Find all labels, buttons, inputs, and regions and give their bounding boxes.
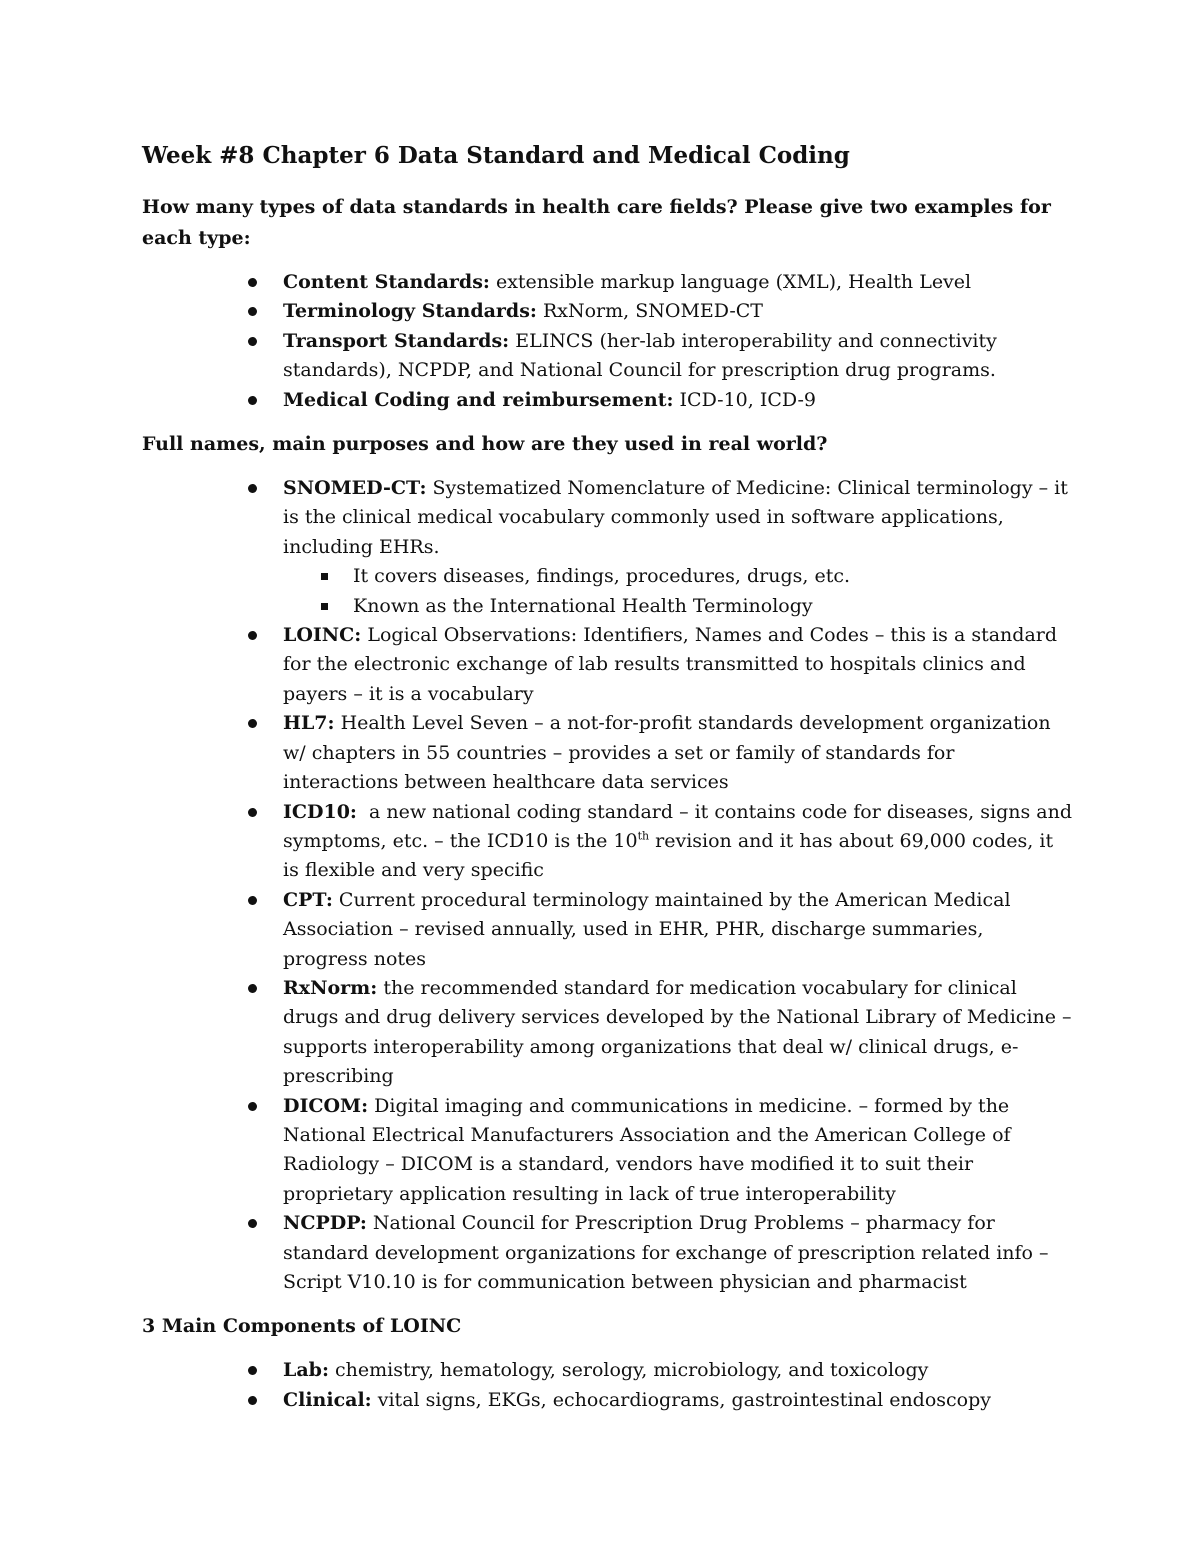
list-item: [142, 386, 1072, 415]
sub-list-item: [283, 562, 1072, 591]
item-text: vital signs, EKGs, echocardiograms, gastrointestinal endoscopy: [371, 1388, 992, 1411]
list-item: [142, 1386, 1072, 1415]
question-data-standard-types: How many types of data standards in health care fields? Please give two examples for each type:: [142, 196, 1051, 249]
item-label: HL7:: [283, 712, 335, 735]
list-item-loinc: [142, 621, 1072, 709]
item-label: LOINC:: [283, 624, 362, 647]
item-label: CPT:: [283, 888, 333, 911]
item-text: ELINCS (her-lab interoperability and connectivity standards), NCPDP, and National Council for prescription drug programs.: [283, 329, 997, 382]
bullet-icon: [248, 719, 257, 728]
list-item-rxnorm: [142, 974, 1072, 1092]
item-label: Lab:: [283, 1359, 329, 1382]
bullet-icon: [248, 631, 257, 640]
item-text: a new national coding standard – it contains code for diseases, signs and symptoms, etc. – the ICD10 is the 10: [283, 800, 1079, 852]
superscript-th: th: [637, 829, 650, 843]
item-text: the recommended standard for medication vocabulary for clinical drugs and drug delivery services developed by the National Library of Medicine – supports interoperability among organizations that deal w/ clinical drugs, e-prescribing: [283, 976, 1072, 1088]
list-item-hl7: [142, 709, 1072, 797]
bullet-icon: [248, 278, 257, 287]
list-item-dicom: [142, 1092, 1072, 1210]
item-label: Transport Standards:: [283, 329, 510, 352]
square-bullet-icon: [321, 573, 328, 580]
item-text: extensible markup language (XML), Health Level: [489, 271, 972, 293]
item-label: ICD10:: [283, 800, 357, 823]
item-label: Terminology Standards:: [283, 300, 537, 323]
list-item-ncpdp: [142, 1209, 1072, 1297]
item-label: Medical Coding and reimbursement:: [283, 388, 674, 411]
item-text: ICD-10, ICD-9: [673, 388, 816, 411]
item-label: Content Standards:: [283, 271, 490, 293]
bullet-icon: [248, 984, 257, 993]
list-item: [142, 327, 1072, 386]
bullet-icon: [248, 396, 257, 405]
sub-item-text: It covers diseases, findings, procedures, drugs, etc.: [353, 565, 851, 588]
item-text: Logical Observations: Identifiers, Names and Codes – this is a standard for the electronic exchange of lab results transmitted to hospitals clinics and payers – it is a vocabulary: [283, 624, 1058, 705]
list-item-cpt: [142, 886, 1072, 974]
list-item: [142, 297, 1072, 326]
bullet-icon: [248, 808, 257, 817]
standard-types-list: [142, 268, 1072, 415]
item-label: SNOMED-CT:: [283, 477, 427, 500]
item-text: RxNorm, SNOMED-CT: [536, 300, 763, 323]
list-item: [142, 1356, 1072, 1385]
heading-loinc-components: 3 Main Components of LOINC: [142, 1315, 462, 1338]
item-text: Health Level Seven – a not-for-profit standards development organization w/ chapters in 55 countries – provides a set or family of standards for interactions between healthcare data services: [283, 712, 1051, 794]
bullet-icon: [248, 337, 257, 346]
bullet-icon: [248, 307, 257, 316]
item-label: RxNorm:: [283, 976, 378, 999]
item-label: Clinical:: [283, 1388, 372, 1411]
item-label: NCPDP:: [283, 1212, 367, 1235]
item-text-cont: revision and it has about 69,000 codes, it is flexible and very specific: [283, 829, 1054, 882]
loinc-components-list: [142, 1356, 1072, 1415]
sub-item-text: Known as the International Health Terminology: [353, 594, 813, 617]
item-label: DICOM:: [283, 1094, 369, 1117]
snomed-sublist: [283, 562, 1072, 621]
item-text: Current procedural terminology maintained by the American Medical Association – revised annually, used in EHR, PHR, discharge summaries, progress notes: [283, 888, 1011, 970]
sub-list-item: [283, 592, 1072, 621]
bullet-icon: [248, 1102, 257, 1111]
list-item-icd10: [142, 798, 1079, 886]
bullet-icon: [248, 1396, 257, 1405]
list-item-snomed: [142, 474, 1072, 621]
document-body: [142, 140, 1079, 1429]
list-item: [142, 268, 1072, 297]
item-text: Digital imaging and communications in medicine. – formed by the National Electrical Manufacturers Association and the American College of Radiology – DICOM is a standard, vendors have modified it to suit their proprietary application resulting in lack of true interoperability: [283, 1094, 1011, 1205]
item-text: chemistry, hematology, serology, microbiology, and toxicology: [328, 1359, 929, 1382]
bullet-icon: [248, 1219, 257, 1228]
page-title: Week #8 Chapter 6 Data Standard and Medical Coding: [142, 142, 850, 169]
item-text: Systematized Nomenclature of Medicine: Clinical terminology – it is the clinical medical vocabulary commonly used in software applications, including EHRs.: [283, 477, 1068, 558]
bullet-icon: [248, 1366, 257, 1375]
bullet-icon: [248, 484, 257, 493]
bullet-icon: [248, 896, 257, 905]
item-text: National Council for Prescription Drug Problems – pharmacy for standard development organizations for exchange of prescription related info – Script V10.10 is for communication between physician and pharmacist: [283, 1212, 1049, 1293]
square-bullet-icon: [321, 603, 328, 610]
question-full-names: Full names, main purposes and how are they used in real world?: [142, 433, 828, 456]
standards-detail-list: [142, 474, 1079, 1297]
